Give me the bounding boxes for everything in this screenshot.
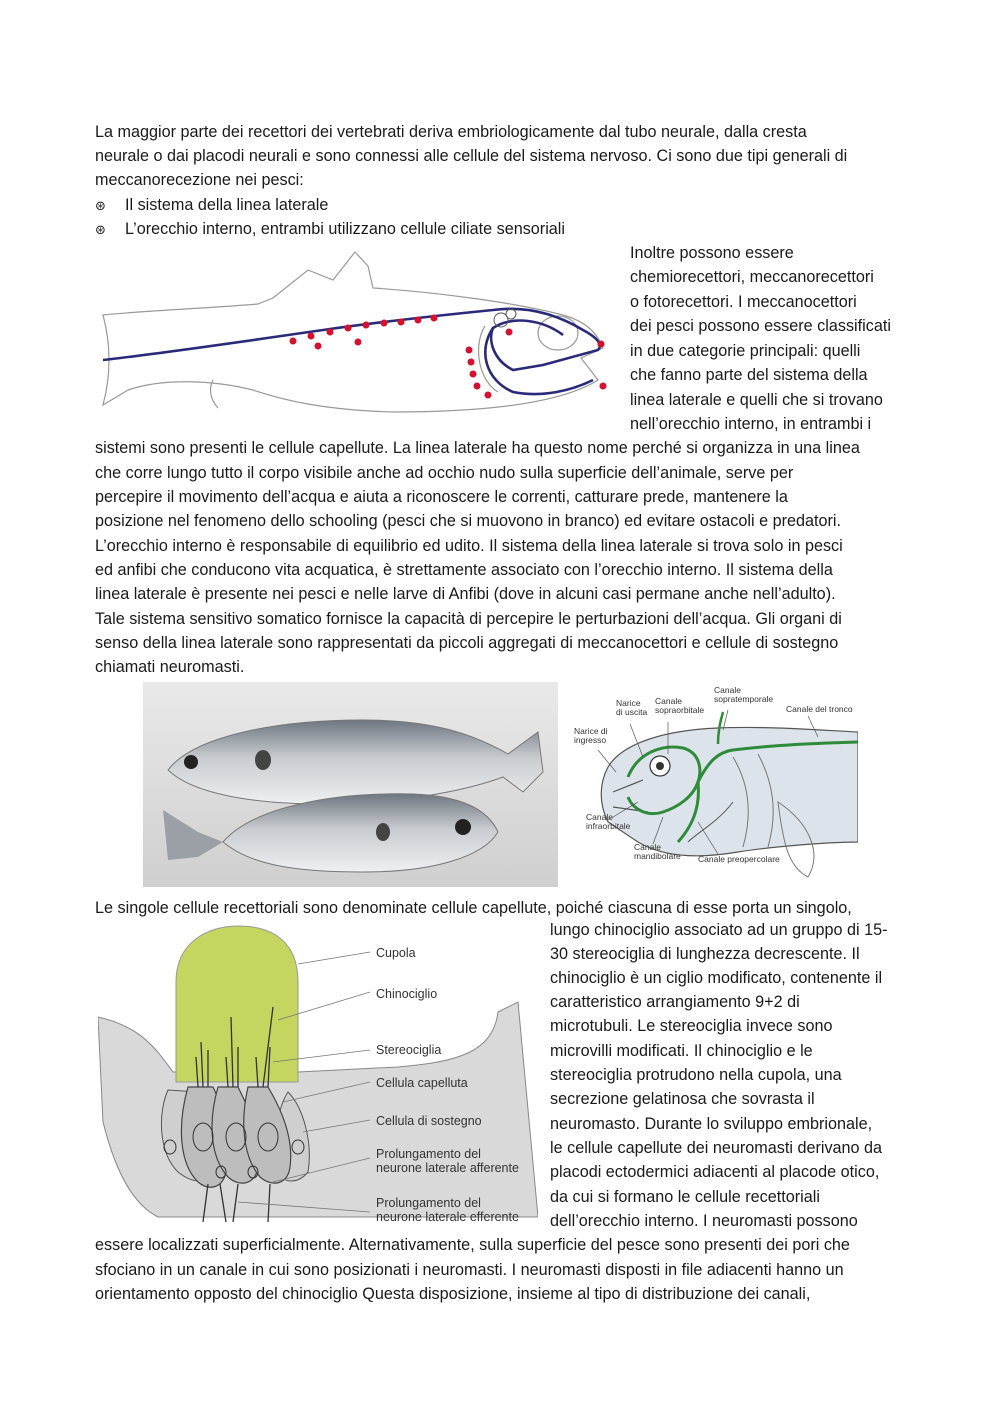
label-efferente-2: neurone laterale efferente bbox=[376, 1210, 519, 1224]
side-text-2-line-1: lungo chinociglio associato ad un gruppo di 15- bbox=[550, 921, 888, 939]
intro-line-2: neurale o dai placodi neurali e sono connessi alle cellule del sistema nervoso. Ci sono due tipi generali di bbox=[95, 147, 848, 165]
label-sopraorbitale-1: Canale bbox=[655, 696, 682, 706]
label-infraorbitale-2: infraorbitale bbox=[586, 821, 631, 831]
label-canale-tronco: Canale del tronco bbox=[786, 704, 853, 714]
bullet-item-1 bbox=[95, 193, 328, 218]
fish-photo bbox=[143, 682, 558, 887]
side-text-2-line-13: dell’orecchio interno. I neuromasti possono bbox=[550, 1212, 858, 1230]
body-1-line-3: percepire il movimento dell’acqua e aiuta a riconoscere le correnti, catturare prede, mantenere la bbox=[95, 488, 788, 506]
label-stereociglia: Stereociglia bbox=[376, 1043, 442, 1057]
body-1-line-10: chiamati neuromasti. bbox=[95, 658, 245, 676]
bullet-item-2 bbox=[95, 217, 565, 242]
label-sopraorbitale-2: sopraorbitale bbox=[655, 705, 705, 715]
body-1-line-2: che corre lungo tutto il corpo visibile anche ad occhio nudo sulla superficie dell’animale, serve per bbox=[95, 464, 794, 482]
body-1-line-1: sistemi sono presenti le cellule capellute. La linea laterale ha questo nome perché si organizza in una linea bbox=[95, 439, 860, 457]
side-text-2-line-7: stereociglia protrudono nella cupola, una bbox=[550, 1066, 842, 1084]
side-text-2-line-6: microvilli modificati. Il chinociglio e le bbox=[550, 1042, 813, 1060]
bullet-icon: ⊛ bbox=[95, 222, 106, 237]
side-text-2-line-10: le cellule capellute dei neuromasti derivano da bbox=[550, 1139, 883, 1157]
side-text-1-line-6: che fanno parte del sistema della bbox=[630, 366, 868, 384]
label-sopratemporale-1: Canale bbox=[714, 685, 741, 695]
side-text-2-line-12: da cui si formano le cellule recettoriali bbox=[550, 1188, 820, 1206]
label-infraorbitale-1: Canale bbox=[586, 812, 613, 822]
body-2-line-1: Le singole cellule recettoriali sono denominate cellule capellute, poiché ciascuna di esse porta un singolo, bbox=[95, 899, 852, 917]
side-text-1-line-7: linea laterale e quelli che si trovano bbox=[630, 391, 883, 409]
label-afferente-2: neurone laterale afferente bbox=[376, 1161, 519, 1175]
body-3-line-1: essere localizzati superficialmente. Alternativamente, sulla superficie del pesce sono presenti dei pori che bbox=[95, 1236, 850, 1254]
bullet-icon: ⊛ bbox=[95, 198, 106, 213]
label-cellula-sostegno: Cellula di sostegno bbox=[376, 1114, 482, 1128]
bullet-text: Il sistema della linea laterale bbox=[125, 196, 329, 214]
side-text-2-line-4: caratteristico arrangiamento 9+2 di bbox=[550, 993, 800, 1011]
neuromast-diagram bbox=[98, 922, 538, 1227]
side-text-1-line-2: chemiorecettori, meccanorecettori bbox=[630, 268, 874, 286]
body-1-line-8: Tale sistema sensitivo somatico fornisce la capacità di percepire le perturbazioni dell’acqua. Gli organi di bbox=[95, 610, 842, 628]
label-cupola: Cupola bbox=[376, 946, 416, 960]
svg-text:Naricedi uscita bbox=[616, 698, 647, 717]
label-afferente-1: Prolungamento del bbox=[376, 1147, 481, 1161]
label-narice-ingresso-2: ingresso bbox=[574, 735, 607, 745]
label-mandibolare-1: Canale bbox=[634, 842, 661, 852]
side-text-1-line-1: Inoltre possono essere bbox=[630, 244, 794, 262]
body-1-line-9: senso della linea laterale sono rappresentati da piccoli aggregati di meccanocettori e cellule di sostegno bbox=[95, 634, 839, 652]
label-mandibolare-2: mandibolare bbox=[634, 851, 681, 861]
body-1-line-5: L’orecchio interno è responsabile di equilibrio ed udito. Il sistema della linea laterale si trova solo in pesci bbox=[95, 537, 843, 555]
body-1-line-6: ed anfibi che conducono vita acquatica, è strettamente associato con l’orecchio interno. Il sistema della bbox=[95, 561, 833, 579]
svg-text:Canalesopratemporale bbox=[714, 685, 773, 704]
label-cellula-capelluta: Cellula capelluta bbox=[376, 1076, 468, 1090]
label-narice-ingresso-1: Narice di bbox=[574, 726, 608, 736]
side-text-2-line-3: chinociglio è un ciglio modificato, contenente il bbox=[550, 969, 883, 987]
label-efferente-1: Prolungamento del bbox=[376, 1196, 481, 1210]
label-preopercolare: Canale preopercolare bbox=[698, 854, 780, 864]
side-text-2-line-8: secrezione gelatinosa che sovrasta il bbox=[550, 1090, 815, 1108]
side-text-2-line-5: microtubuli. Le stereociglia invece sono bbox=[550, 1017, 833, 1035]
label-narice-uscita-1: Narice bbox=[616, 698, 641, 708]
label-narice-uscita-2: di uscita bbox=[616, 707, 648, 717]
body-3-line-3: orientamento opposto del chinociglio Questa disposizione, insieme al tipo di distribuzione dei canali, bbox=[95, 1285, 811, 1303]
side-text-2-line-2: 30 stereociglia di lunghezza decrescente. Il bbox=[550, 945, 860, 963]
intro-line-1: La maggior parte dei recettori dei vertebrati deriva embriologicamente dal tubo neurale, dalla cresta bbox=[95, 123, 807, 141]
bullet-text: L’orecchio interno, entrambi utilizzano cellule ciliate sensoriali bbox=[125, 220, 565, 238]
lateral-line-fish-drawing bbox=[93, 240, 623, 420]
intro-line-3: meccanorecezione nei pesci: bbox=[95, 171, 304, 189]
side-text-2-line-11: placodi ectodermici adiacenti al placode otico, bbox=[550, 1163, 880, 1181]
side-text-1-line-8: nell’orecchio interno, in entrambi i bbox=[630, 415, 872, 433]
side-text-1-line-4: dei pesci possono essere classificati bbox=[630, 317, 891, 335]
label-chinociglio: Chinociglio bbox=[376, 987, 438, 1001]
body-3-line-2: sfociano in un canale in cui sono posizionati i neuromasti. I neuromasti disposti in file adiacenti hanno un bbox=[95, 1261, 844, 1279]
body-1-line-7: linea laterale è presente nei pesci e nelle larve di Anfibi (dove in alcuni casi permane anche nell’adulto). bbox=[95, 585, 836, 603]
side-text-1-line-5: in due categorie principali: quelli bbox=[630, 342, 861, 360]
side-text-1-line-3: o fotorecettori. I meccanocettori bbox=[630, 293, 857, 311]
lateral-line-canals-diagram bbox=[568, 682, 858, 887]
side-text-2-line-9: neuromasto. Durante lo sviluppo embrionale, bbox=[550, 1115, 873, 1133]
label-sopratemporale-2: sopratemporale bbox=[714, 694, 774, 704]
svg-text:Narice diingresso bbox=[574, 726, 608, 745]
svg-text:Canalesopraorbitale bbox=[655, 696, 704, 715]
body-1-line-4: posizione nel fenomeno dello schooling (pesci che si muovono in branco) ed evitare ostacoli e predatori. bbox=[95, 512, 841, 530]
